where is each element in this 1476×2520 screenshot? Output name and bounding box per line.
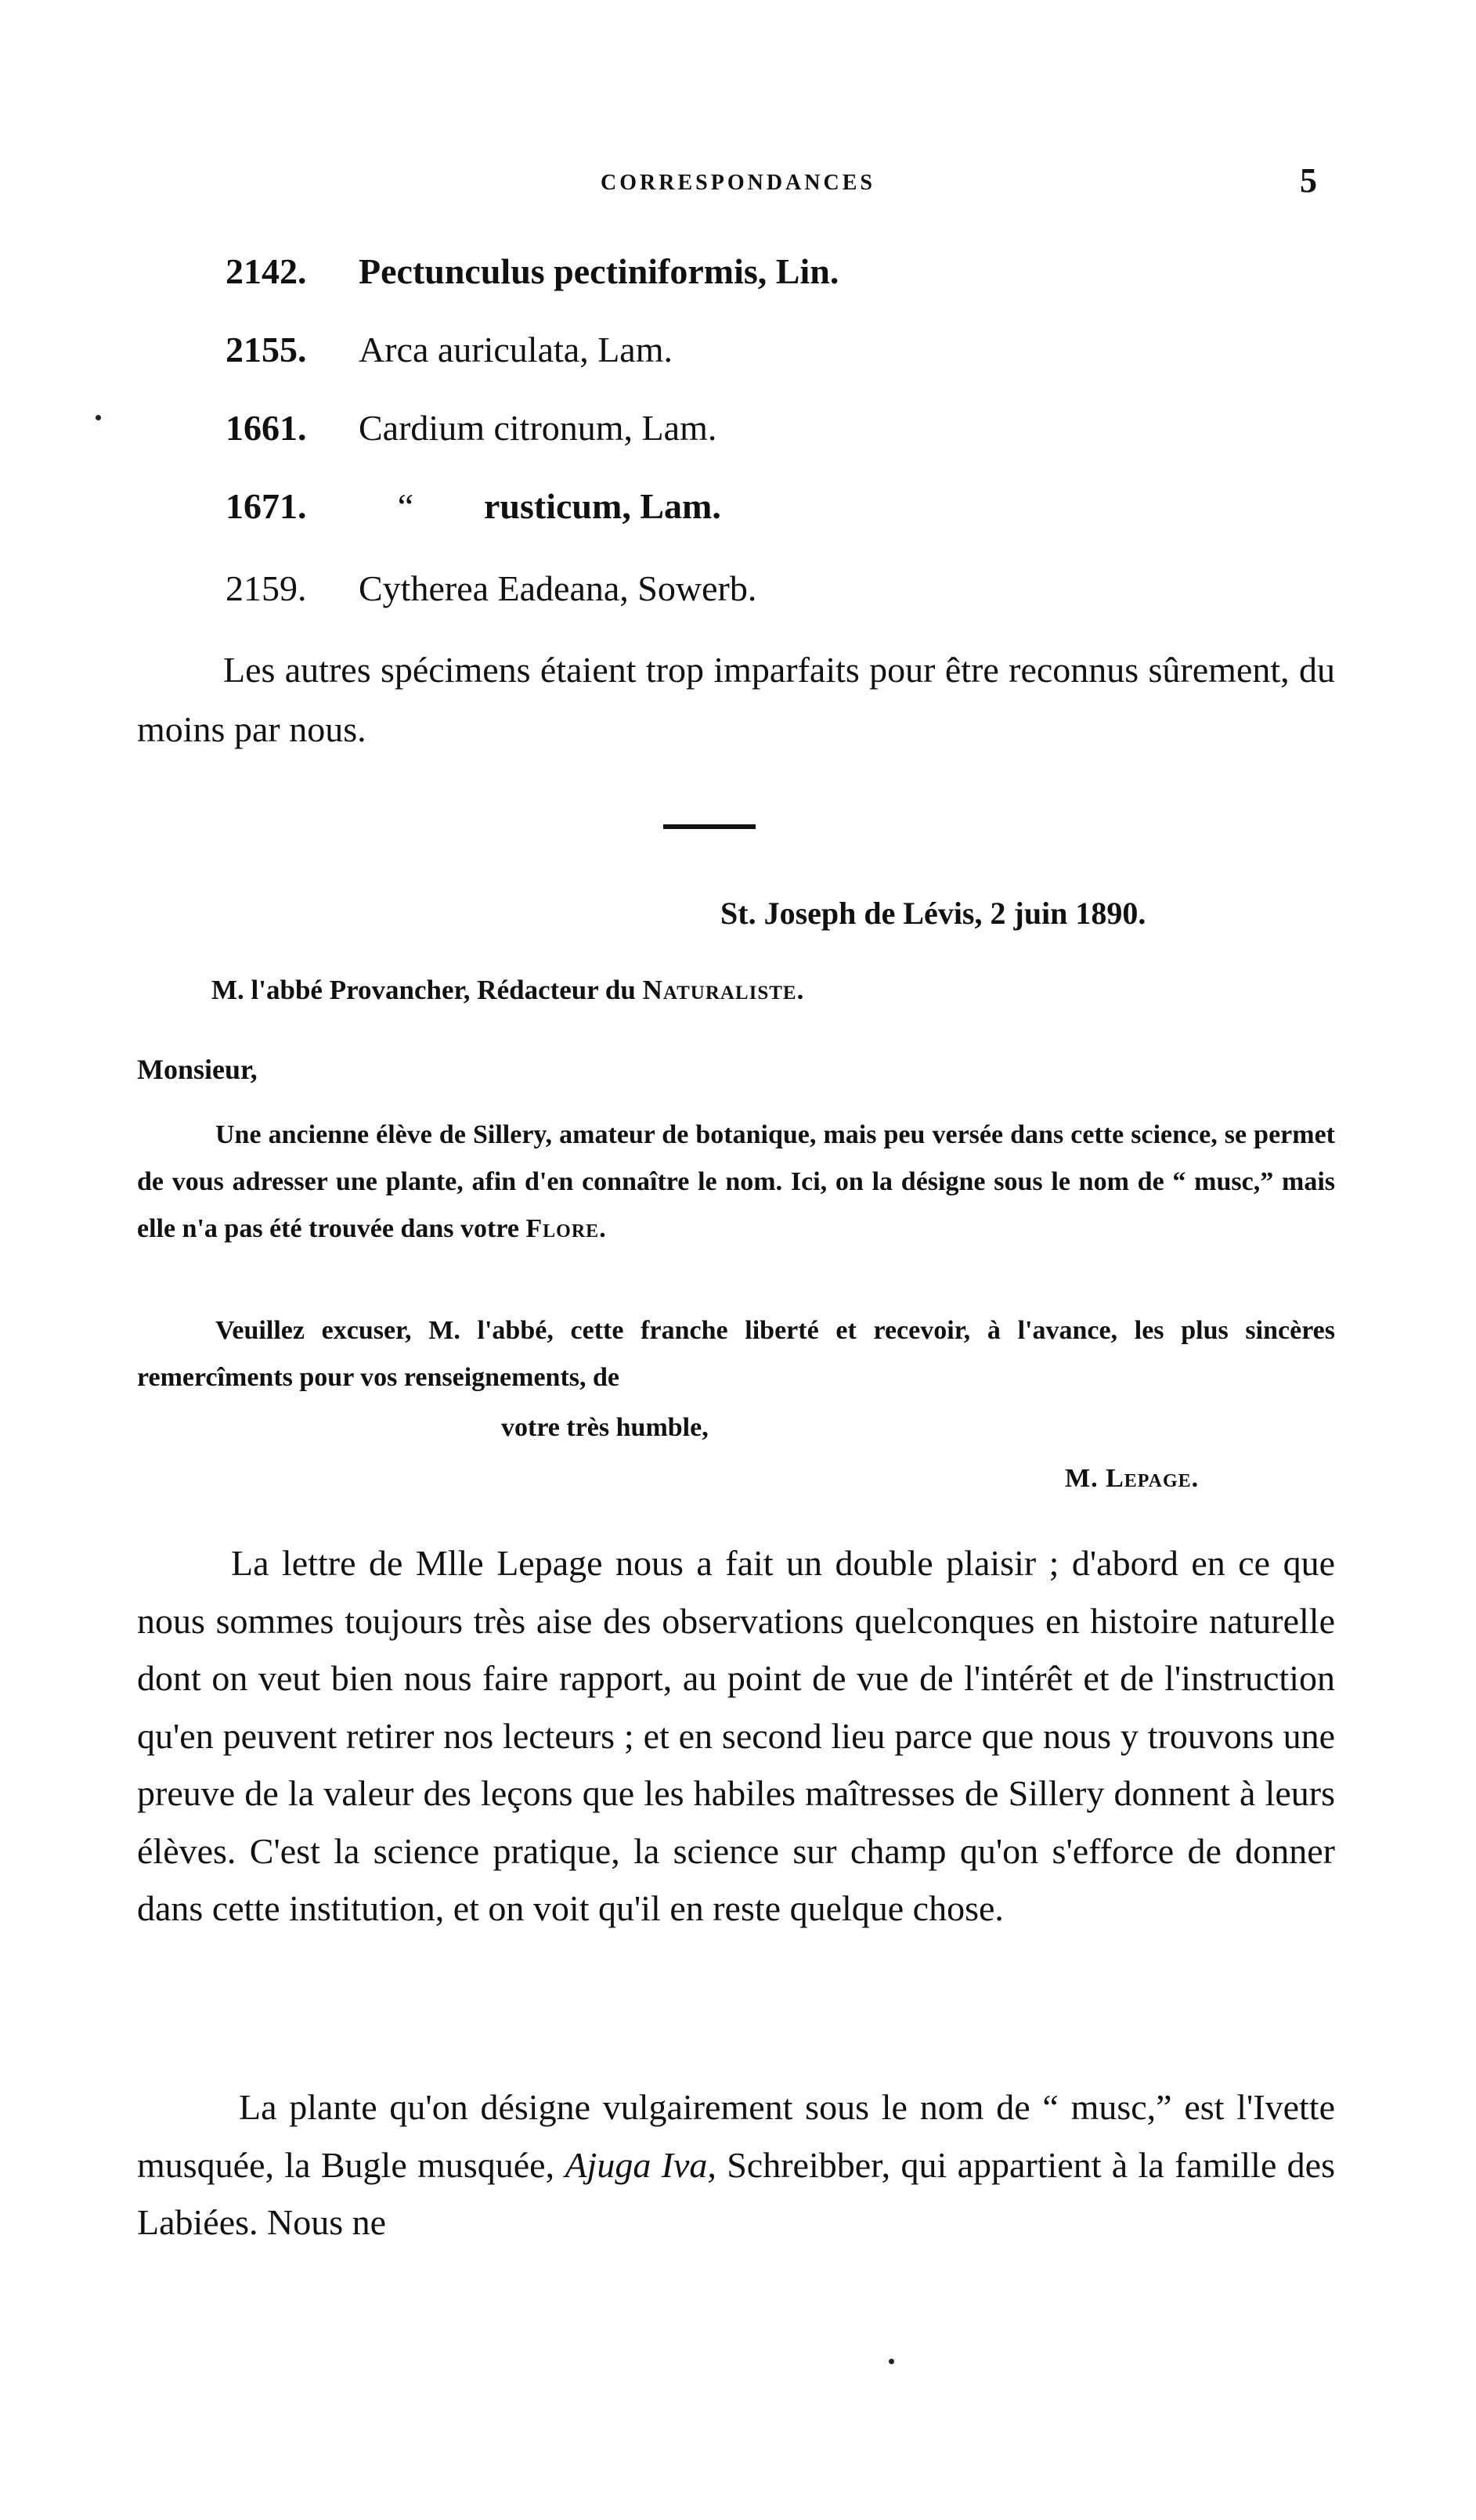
letter-addressee bbox=[211, 975, 804, 1006]
species-name: Arca auriculata, Lam. bbox=[359, 330, 673, 370]
page-number: 5 bbox=[1300, 161, 1317, 200]
species-italic: Ajuga Iva, bbox=[565, 2144, 716, 2185]
commentary-text: Schreibber, qui appartient à la famille des Labiées. Nous ne bbox=[137, 2144, 1336, 2242]
commentary-text: La plante qu'on désigne vulgairement sous le nom de “ musc,” est l'Ivette musquée, la Bugle musquée, bbox=[137, 2087, 1335, 2185]
letter-closing: votre très humble, bbox=[501, 1413, 709, 1442]
commentary-paragraph: La lettre de Mlle Lepage nous a fait un double plaisir ; d'abord en ce que nous sommes toujours très aise des observations quelconques en histoire naturelle dont on veut bien nous faire rapport, au point de vue de l'intérêt et de l'instruction qu'en peuvent retirer nos lecteurs ; et en second lieu parce que nous y trouvons une preuve de la valeur des leçons que les habiles maîtresses de Sillery donnent à leurs élèves. C'est la science pratique, la science sur champ qu'on s'efforce de donner dans cette institution, et on voit qu'il en reste quelque chose. bbox=[137, 1543, 1335, 1928]
species-number: 2155. bbox=[226, 330, 307, 370]
letter-salutation: Monsieur, bbox=[137, 1054, 258, 1085]
species-row bbox=[226, 251, 839, 292]
species-number: 2142. bbox=[226, 251, 307, 291]
species-number: 1661. bbox=[226, 408, 307, 448]
commentary-paragraph bbox=[137, 2078, 1335, 2251]
species-row bbox=[226, 485, 721, 527]
letter-paragraph-text: Une ancienne élève de Sillery, amateur de botanique, mais peu versée dans cette science, se permet de vous adresser une plante, afin d'en connaître le nom. Ici, on la désigne sous le nom de “ musc,” mais elle n'a pas été trouvée dans votre bbox=[137, 1120, 1335, 1243]
ink-speck bbox=[889, 2359, 894, 2364]
species-name: Pectunculus pectiniformis, Lin. bbox=[359, 251, 839, 291]
species-row bbox=[226, 568, 756, 609]
ink-speck bbox=[96, 415, 101, 420]
addressee-prefix: M. l'abbé Provancher, Rédacteur du bbox=[211, 975, 643, 1005]
section-divider bbox=[663, 824, 756, 829]
ditto-mark: “ bbox=[397, 486, 414, 526]
species-name: rusticum, Lam. bbox=[484, 486, 721, 526]
letter-paragraph: Veuillez excuser, M. l'abbé, cette franche liberté et recevoir, à l'avance, les plus sincères remercîments pour vos renseignements, de bbox=[137, 1316, 1335, 1392]
letter-signature: M. Lepage. bbox=[1065, 1464, 1200, 1493]
species-name: Cardium citronum, Lam. bbox=[359, 408, 717, 448]
flore-reference: Flore. bbox=[525, 1214, 607, 1243]
remark-paragraph: Les autres spécimens étaient trop imparfaits pour être reconnus sûrement, du moins par nous. bbox=[137, 650, 1335, 749]
species-name: Cytherea Eadeana, Sowerb. bbox=[359, 568, 757, 608]
letter-place-date: St. Joseph de Lévis, 2 juin 1890. bbox=[720, 896, 1146, 931]
species-number: 1671. bbox=[226, 486, 307, 526]
journal-name: Naturaliste. bbox=[642, 975, 805, 1005]
species-row bbox=[226, 329, 673, 370]
running-header: CORRESPONDANCES bbox=[601, 171, 875, 195]
species-row bbox=[226, 407, 716, 449]
letter-paragraph bbox=[137, 1112, 1335, 1253]
species-number: 2159. bbox=[226, 568, 307, 608]
